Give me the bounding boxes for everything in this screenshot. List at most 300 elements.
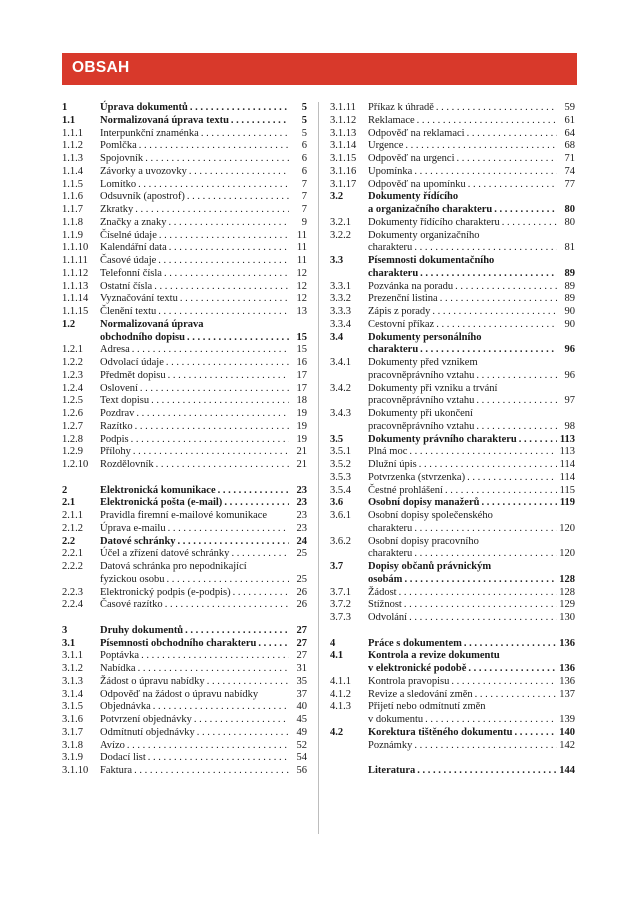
toc-entry-page: 18 bbox=[296, 395, 307, 407]
toc-entry-title: obchodního dopisu bbox=[100, 331, 185, 343]
toc-entry-title: Vyznačování textu bbox=[100, 293, 178, 305]
toc-entry-page: 130 bbox=[559, 612, 575, 623]
dot-leader bbox=[404, 574, 557, 587]
toc-entry-title: Telefonní čísla bbox=[100, 267, 162, 279]
toc-entry[interactable] bbox=[62, 306, 307, 319]
toc-entry-number: 2.2.1 bbox=[62, 548, 83, 560]
toc-entry[interactable] bbox=[330, 306, 575, 319]
toc-entry[interactable] bbox=[62, 230, 307, 243]
toc-entry-title: Pravidla firemní e-mailové komunikace bbox=[100, 510, 268, 521]
toc-entry[interactable] bbox=[62, 268, 307, 281]
toc-entry-title: Odpověď na žádost o úpravu nabídky bbox=[100, 688, 259, 700]
toc-entry-page: 120 bbox=[559, 522, 575, 534]
toc-entry-number: 3.1.16 bbox=[330, 165, 357, 177]
toc-entry-title-line: Písemnosti dokumentačního bbox=[368, 255, 495, 266]
toc-entry[interactable] bbox=[330, 357, 575, 383]
toc-entry[interactable] bbox=[330, 140, 575, 153]
dot-leader bbox=[151, 395, 289, 408]
toc-entry-page: 97 bbox=[564, 395, 575, 407]
toc-entry-title: Pozdrav bbox=[100, 408, 135, 419]
toc-entry-page: 80 bbox=[564, 204, 575, 215]
dot-leader bbox=[231, 548, 289, 561]
toc-entry-title-line: Normalizovaná úprava bbox=[100, 318, 204, 330]
dot-leader bbox=[139, 140, 289, 153]
toc-entry-title: Dokumenty právního charakteru bbox=[368, 433, 517, 445]
dot-leader bbox=[158, 306, 289, 319]
dot-leader bbox=[467, 472, 557, 485]
toc-entry-number: 3.6 bbox=[330, 497, 344, 509]
toc-entry-title: charakteru bbox=[368, 548, 413, 560]
toc-entry-title: Razítko bbox=[100, 420, 133, 432]
dot-leader bbox=[138, 179, 289, 192]
toc-entry-number: 1.1.11 bbox=[62, 255, 88, 266]
dot-leader bbox=[185, 625, 289, 638]
toc-entry-page: 5 bbox=[301, 127, 307, 139]
toc-entry-title: Odmítnutí objednávky bbox=[100, 726, 195, 738]
toc-entry-page: 98 bbox=[564, 420, 575, 432]
toc-entry[interactable] bbox=[330, 179, 575, 192]
toc-entry-page: 12 bbox=[296, 267, 307, 279]
toc-entry[interactable] bbox=[330, 102, 575, 115]
dot-leader bbox=[145, 153, 289, 166]
toc-entry-title: Odpověď na urgenci bbox=[368, 153, 455, 164]
toc-entry-title: Spojovník bbox=[100, 153, 144, 164]
toc-entry-number: 2.2.4 bbox=[62, 599, 83, 611]
toc-entry-page: 40 bbox=[296, 701, 307, 713]
toc-entry[interactable] bbox=[330, 408, 575, 434]
toc-entry[interactable] bbox=[330, 281, 575, 294]
toc-entry[interactable] bbox=[62, 153, 307, 166]
toc-entry-page: 31 bbox=[296, 663, 307, 674]
toc-entry-page: 15 bbox=[296, 344, 307, 356]
toc-entry-number: 3.1.9 bbox=[62, 752, 83, 764]
toc-entry[interactable] bbox=[62, 676, 307, 689]
dot-leader bbox=[519, 434, 557, 447]
toc-entry-page: 26 bbox=[296, 586, 307, 598]
toc-entry[interactable] bbox=[330, 255, 575, 281]
toc-entry-title: Žádost o úpravu nabídky bbox=[100, 675, 205, 687]
toc-entry[interactable] bbox=[62, 204, 307, 217]
dot-leader bbox=[197, 727, 289, 740]
toc-entry[interactable] bbox=[330, 650, 575, 676]
toc-entry[interactable] bbox=[62, 179, 307, 192]
toc-entry[interactable] bbox=[62, 140, 307, 153]
toc-entry[interactable] bbox=[330, 446, 575, 459]
toc-entry-page: 16 bbox=[296, 357, 307, 368]
dot-leader bbox=[187, 332, 289, 345]
toc-entry-number: 1.2.6 bbox=[62, 408, 83, 419]
dot-leader bbox=[414, 523, 557, 536]
toc-entry-title: Faktura bbox=[100, 765, 133, 776]
dot-leader bbox=[476, 370, 557, 383]
dot-leader bbox=[189, 166, 289, 179]
toc-entry-title: Podpis bbox=[100, 433, 129, 445]
toc-entry[interactable] bbox=[330, 701, 575, 727]
toc-entry-title: Dokumenty řídícího charakteru bbox=[368, 216, 500, 228]
toc-entry[interactable] bbox=[330, 459, 575, 472]
toc-entry-number: 1.1.3 bbox=[62, 153, 83, 164]
toc-entry[interactable] bbox=[62, 446, 307, 459]
toc-entry[interactable] bbox=[62, 191, 307, 204]
toc-entry-page: 23 bbox=[296, 510, 307, 521]
dot-leader bbox=[502, 217, 557, 230]
toc-entry-title-line: Dokumenty personálního bbox=[368, 331, 482, 343]
toc-entry-number: 1.1.13 bbox=[62, 280, 89, 292]
toc-entry-title: osobám bbox=[368, 573, 403, 585]
toc-entry[interactable] bbox=[62, 408, 307, 421]
toc-entry-title: Avízo bbox=[100, 739, 125, 751]
toc-entry[interactable] bbox=[62, 497, 307, 510]
toc-entry-title-line: Osobní dopisy společenského bbox=[368, 510, 493, 521]
toc-entry[interactable] bbox=[330, 765, 575, 778]
dot-leader bbox=[409, 446, 557, 459]
toc-entry-number: 1.1.7 bbox=[62, 204, 83, 215]
toc-entry[interactable] bbox=[330, 587, 575, 600]
toc-entry[interactable] bbox=[62, 689, 307, 702]
dot-leader bbox=[187, 191, 289, 204]
toc-entry[interactable] bbox=[330, 599, 575, 612]
toc-entry-title: Úprava e-mailu bbox=[100, 522, 166, 534]
toc-entry-title: charakteru bbox=[368, 242, 413, 254]
toc-entry-number: 3.6.2 bbox=[330, 535, 351, 547]
toc-entry[interactable] bbox=[330, 434, 575, 447]
toc-entry[interactable] bbox=[62, 459, 307, 472]
toc-entry-title: Elektronická komunikace bbox=[100, 484, 216, 496]
dot-leader bbox=[168, 523, 289, 536]
toc-entry-page: 6 bbox=[301, 140, 307, 152]
dot-leader bbox=[494, 204, 557, 217]
column-divider bbox=[318, 102, 319, 834]
toc-entry-number: 1.2.10 bbox=[62, 459, 89, 470]
toc-entry-title-line: Dokumenty před vznikem bbox=[368, 357, 478, 368]
toc-entry-title-line: Kontrola a revize dokumentu bbox=[368, 650, 500, 662]
toc-entry-page: 11 bbox=[296, 242, 307, 254]
toc-entry-number: 3.5.3 bbox=[330, 471, 351, 483]
toc-entry-number: 3.1.13 bbox=[330, 127, 357, 139]
toc-entry[interactable] bbox=[330, 128, 575, 141]
dot-leader bbox=[420, 268, 557, 281]
toc-entry[interactable] bbox=[330, 319, 575, 332]
toc-entry-title: Odsuvník (apostrof) bbox=[100, 191, 185, 203]
toc-entry-title: Stížnost bbox=[368, 599, 402, 611]
toc-entry-number: 1.2.4 bbox=[62, 382, 83, 394]
toc-entry-page: 35 bbox=[296, 675, 307, 687]
dot-leader bbox=[468, 663, 557, 676]
toc-entry-title: Příkaz k úhradě bbox=[368, 102, 434, 113]
toc-entry-title: Kalendářní data bbox=[100, 242, 167, 254]
toc-entry[interactable] bbox=[330, 689, 575, 702]
toc-entry-title: Pomlčka bbox=[100, 140, 137, 152]
dot-leader bbox=[476, 421, 557, 434]
toc-entry-number: 4.1.3 bbox=[330, 701, 351, 713]
dot-leader bbox=[231, 115, 289, 128]
toc-entry-number: 3.2.2 bbox=[330, 229, 351, 241]
toc-entry[interactable] bbox=[62, 115, 307, 128]
toc-entry[interactable] bbox=[62, 548, 307, 561]
toc-entry-title: charakteru bbox=[368, 344, 419, 356]
toc-entry-title-line: Osobní dopisy pracovního bbox=[368, 535, 479, 547]
toc-entry-title: Práce s dokumentem bbox=[368, 637, 462, 649]
toc-entry-title: pracovněprávního vztahu bbox=[368, 420, 475, 432]
toc-entry-title: Interpunkční znaménka bbox=[100, 127, 199, 139]
toc-entry-number: 3.5.4 bbox=[330, 484, 351, 496]
toc-entry[interactable] bbox=[62, 638, 307, 651]
toc-entry[interactable] bbox=[62, 242, 307, 255]
toc-entry-title: Předmět dopisu bbox=[100, 369, 166, 381]
toc-entry-page: 27 bbox=[296, 624, 307, 636]
toc-entry-page: 27 bbox=[296, 650, 307, 662]
toc-entry-title: Dodací list bbox=[100, 752, 146, 764]
toc-entry-page: 21 bbox=[296, 459, 307, 470]
toc-entry[interactable] bbox=[330, 740, 575, 753]
toc-entry-page: 11 bbox=[296, 255, 307, 266]
dot-leader bbox=[166, 357, 289, 370]
toc-entry[interactable] bbox=[330, 383, 575, 409]
toc-entry-title: Poznámky bbox=[368, 739, 413, 751]
toc-entry[interactable] bbox=[62, 383, 307, 396]
toc-entry[interactable] bbox=[62, 727, 307, 740]
dot-leader bbox=[180, 293, 289, 306]
dot-leader bbox=[164, 268, 289, 281]
toc-entry-number: 1.2.9 bbox=[62, 446, 83, 458]
toc-entry[interactable] bbox=[330, 332, 575, 358]
toc-entry-number: 3.4 bbox=[330, 331, 344, 343]
toc-entry-number: 1 bbox=[62, 102, 68, 113]
toc-entry-title: Datové schránky bbox=[100, 535, 176, 547]
toc-entry-page: 7 bbox=[301, 178, 307, 190]
dot-leader bbox=[131, 434, 289, 447]
dot-leader bbox=[399, 587, 557, 600]
toc-entry[interactable] bbox=[330, 166, 575, 179]
toc-entry[interactable] bbox=[330, 497, 575, 510]
section-gap bbox=[330, 752, 575, 765]
toc-entry-page: 90 bbox=[564, 306, 575, 317]
toc-entry[interactable] bbox=[62, 293, 307, 306]
toc-entry-number: 3.7.3 bbox=[330, 612, 351, 623]
dot-leader bbox=[233, 587, 289, 600]
toc-entry[interactable] bbox=[62, 523, 307, 536]
toc-entry-number: 3.2 bbox=[330, 191, 344, 203]
toc-entry-number: 1.2.3 bbox=[62, 369, 83, 381]
toc-entry-page: 96 bbox=[564, 344, 575, 356]
toc-entry-page: 21 bbox=[296, 446, 307, 458]
dot-leader bbox=[436, 319, 557, 332]
toc-entry-number: 2.2.3 bbox=[62, 586, 83, 598]
toc-entry-title: Revize a sledování změn bbox=[368, 688, 473, 700]
toc-entry-title: Reklamace bbox=[368, 114, 415, 126]
toc-entry[interactable] bbox=[62, 599, 307, 612]
toc-entry[interactable] bbox=[330, 191, 575, 217]
toc-entry-page: 68 bbox=[564, 140, 575, 152]
toc-entry-number: 1.2.7 bbox=[62, 420, 83, 432]
dot-leader bbox=[417, 115, 557, 128]
toc-entry[interactable] bbox=[330, 153, 575, 166]
toc-entry[interactable] bbox=[62, 255, 307, 268]
dot-leader bbox=[135, 421, 289, 434]
toc-entry[interactable] bbox=[62, 701, 307, 714]
toc-entry[interactable] bbox=[330, 293, 575, 306]
toc-entry[interactable] bbox=[330, 217, 575, 230]
toc-entry[interactable] bbox=[62, 434, 307, 447]
toc-entry-title-line: Dokumenty při vzniku a trvání bbox=[368, 382, 498, 394]
toc-entry-page: 52 bbox=[296, 739, 307, 751]
toc-entry[interactable] bbox=[330, 536, 575, 562]
toc-entry[interactable] bbox=[62, 370, 307, 383]
toc-entry-number: 3.4.2 bbox=[330, 382, 351, 394]
toc-entry[interactable] bbox=[62, 395, 307, 408]
toc-entry-page: 137 bbox=[559, 688, 575, 700]
toc-entry-page: 89 bbox=[564, 293, 575, 305]
dot-leader bbox=[218, 485, 289, 498]
toc-entry[interactable] bbox=[62, 485, 307, 498]
toc-entry[interactable] bbox=[62, 752, 307, 765]
toc-entry-page: 144 bbox=[559, 765, 575, 776]
toc-entry-title-line: Dokumenty organizačního bbox=[368, 229, 480, 241]
dot-leader bbox=[440, 293, 557, 306]
toc-entry-page: 139 bbox=[559, 714, 575, 725]
toc-entry[interactable] bbox=[330, 638, 575, 651]
toc-entry-title: Písemnosti obchodního charakteru bbox=[100, 637, 257, 649]
dot-leader bbox=[178, 536, 289, 549]
toc-entry-title: Urgence bbox=[368, 140, 404, 152]
toc-entry-page: 136 bbox=[559, 637, 575, 649]
toc-entry[interactable] bbox=[62, 217, 307, 230]
toc-entry-title: Odvolání bbox=[368, 612, 408, 623]
toc-entry[interactable] bbox=[62, 357, 307, 370]
toc-entry-title: Poptávka bbox=[100, 650, 140, 662]
dot-leader bbox=[481, 497, 557, 510]
toc-entry-page: 19 bbox=[296, 433, 307, 445]
toc-entry-number: 3.4.3 bbox=[330, 408, 351, 419]
toc-entry-number: 1.2.5 bbox=[62, 395, 83, 407]
toc-entry-page: 37 bbox=[296, 688, 307, 700]
dot-leader bbox=[133, 446, 289, 459]
toc-entry-title: Zápis z porady bbox=[368, 306, 431, 317]
toc-entry-number: 3.1.17 bbox=[330, 178, 357, 190]
toc-entry[interactable] bbox=[62, 536, 307, 549]
toc-entry-title: a organizačního charakteru bbox=[368, 204, 493, 215]
toc-entry[interactable] bbox=[62, 319, 307, 345]
toc-entry-title: Plná moc bbox=[368, 446, 408, 458]
toc-entry-number: 1.2 bbox=[62, 318, 76, 330]
toc-entry[interactable] bbox=[62, 561, 307, 587]
dot-leader bbox=[419, 459, 557, 472]
toc-entry-number: 3.1.7 bbox=[62, 726, 83, 738]
toc-entry-title-line: Dokumenty při ukončení bbox=[368, 408, 473, 419]
dot-leader bbox=[467, 128, 557, 141]
toc-entry-number: 2.2.2 bbox=[62, 561, 83, 572]
toc-entry-number: 1.2.1 bbox=[62, 344, 83, 356]
toc-entry[interactable] bbox=[62, 663, 307, 676]
toc-entry-number: 1.1.2 bbox=[62, 140, 83, 152]
toc-entry-page: 71 bbox=[564, 153, 575, 164]
toc-entry[interactable] bbox=[62, 421, 307, 434]
toc-entry-page: 90 bbox=[564, 318, 575, 330]
toc-left-column bbox=[62, 102, 307, 778]
toc-entry-title: Časové razítko bbox=[100, 599, 163, 611]
toc-entry-page: 13 bbox=[296, 306, 307, 317]
toc-entry-title: Rozdělovník bbox=[100, 459, 154, 470]
toc-entry[interactable] bbox=[62, 281, 307, 294]
toc-entry[interactable] bbox=[62, 714, 307, 727]
toc-entry-number: 1.1.6 bbox=[62, 191, 83, 203]
toc-entry[interactable] bbox=[62, 587, 307, 600]
dot-leader bbox=[432, 306, 557, 319]
toc-entry[interactable] bbox=[330, 485, 575, 498]
toc-entry[interactable] bbox=[62, 102, 307, 115]
toc-entry-title: Cestovní příkaz bbox=[368, 318, 435, 330]
dot-leader bbox=[169, 242, 289, 255]
toc-entry-title: Odpověď na upomínku bbox=[368, 178, 466, 190]
toc-entry-title: pracovněprávního vztahu bbox=[368, 369, 475, 381]
toc-entry[interactable] bbox=[330, 230, 575, 256]
dot-leader bbox=[168, 217, 289, 230]
toc-entry-page: 6 bbox=[301, 165, 307, 177]
toc-entry[interactable] bbox=[330, 676, 575, 689]
toc-entry[interactable] bbox=[330, 115, 575, 128]
toc-entry[interactable] bbox=[62, 625, 307, 638]
toc-entry-number: 4.1.1 bbox=[330, 675, 351, 687]
toc-entry-page: 128 bbox=[559, 573, 575, 585]
toc-entry-page: 81 bbox=[564, 242, 575, 254]
toc-entry-number: 4.2 bbox=[330, 726, 344, 738]
dot-leader bbox=[414, 548, 557, 561]
toc-entry-page: 12 bbox=[296, 280, 307, 292]
toc-entry-page: 25 bbox=[296, 548, 307, 560]
toc-entry-page: 5 bbox=[301, 114, 307, 126]
toc-entry[interactable] bbox=[330, 727, 575, 740]
toc-entry-title: Osobní dopisy manažerů bbox=[368, 497, 480, 509]
toc-entry[interactable] bbox=[62, 765, 307, 778]
toc-entry[interactable] bbox=[330, 612, 575, 625]
toc-entry-page: 119 bbox=[559, 497, 575, 509]
dot-leader bbox=[127, 740, 289, 753]
toc-entry-number: 2.1 bbox=[62, 497, 76, 509]
toc-entry-number: 4 bbox=[330, 637, 336, 649]
toc-entry-number: 1.1 bbox=[62, 114, 76, 126]
toc-entry-number: 4.1 bbox=[330, 650, 344, 662]
dot-leader bbox=[136, 408, 289, 421]
dot-leader bbox=[141, 650, 289, 663]
toc-entry[interactable] bbox=[330, 510, 575, 536]
page-title: OBSAH bbox=[72, 59, 130, 76]
toc-entry[interactable] bbox=[62, 344, 307, 357]
toc-entry-number: 3.7 bbox=[330, 561, 344, 572]
toc-entry-title: Literatura bbox=[368, 765, 416, 776]
dot-leader bbox=[436, 102, 557, 115]
toc-entry-page: 17 bbox=[296, 369, 307, 381]
toc-entry[interactable] bbox=[62, 510, 307, 523]
toc-entry-page: 6 bbox=[301, 153, 307, 164]
toc-entry-title-line: Přijetí nebo odmítnutí změn bbox=[368, 701, 486, 713]
dot-leader bbox=[166, 574, 289, 587]
toc-entry[interactable] bbox=[330, 472, 575, 485]
toc-entry[interactable] bbox=[62, 128, 307, 141]
toc-entry-number: 1.2.8 bbox=[62, 433, 83, 445]
toc-entry-title: Elektronický podpis (e-podpis) bbox=[100, 586, 231, 598]
toc-entry[interactable] bbox=[62, 650, 307, 663]
dot-leader bbox=[409, 612, 557, 625]
toc-entry-number: 4.1.2 bbox=[330, 688, 351, 700]
dot-leader bbox=[154, 281, 289, 294]
toc-entry-title: Potvrzení objednávky bbox=[100, 714, 192, 725]
toc-entry[interactable] bbox=[330, 561, 575, 587]
toc-entry-title-line: Datová schránka pro nepodnikající bbox=[100, 561, 247, 572]
dot-leader bbox=[258, 638, 289, 651]
dot-leader bbox=[168, 370, 289, 383]
toc-entry[interactable] bbox=[62, 166, 307, 179]
toc-entry[interactable] bbox=[62, 740, 307, 753]
